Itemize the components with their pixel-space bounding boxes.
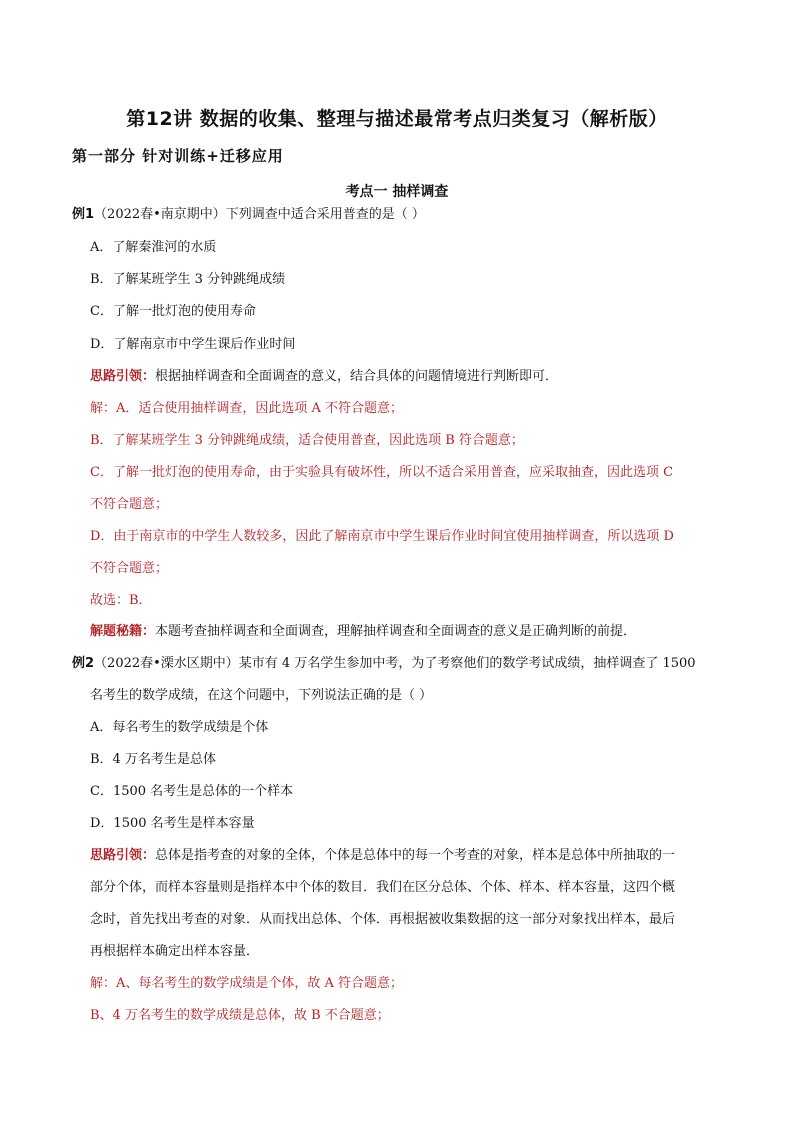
- example1-solution-line: 不符合题意；: [90, 497, 169, 512]
- example2-solution-line: B、4 万名考生的数学成绩是总体，故 B 不合题意；: [90, 1008, 390, 1023]
- example2-option-b: B．4 万名考生是总体: [90, 752, 216, 767]
- secret-label: 解题秘籍：: [90, 624, 156, 639]
- example1-answer: 故选：B．: [90, 593, 152, 608]
- example2-option-d: D．1500 名考生是样本容量: [90, 816, 255, 831]
- example1-solution-line: B．了解某班学生 3 分钟跳绳成绩，适合使用普查，因此选项 B 符合题意；: [90, 433, 524, 448]
- example2-stem-cont: 名考生的数学成绩，在这个问题中，下列说法正确的是（ ）: [90, 688, 433, 703]
- document-title: 第12讲 数据的收集、整理与描述最常考点归类复习（解析版）: [126, 108, 668, 130]
- example2-hint-line: 念时，首先找出考查的对象．从而找出总体、个体．再根据被收集数据的这一部分对象找出样本，最后: [90, 912, 676, 927]
- example1-option-b: B．了解某班学生 3 分钟跳绳成绩: [90, 272, 286, 287]
- example2-option-c: C．1500 名考生是总体的一个样本: [90, 784, 294, 799]
- example1-question: （2022春•南京期中）下列调查中适合采用普查的是（ ）: [94, 207, 425, 222]
- example2-option-a: A．每名考生的数学成绩是个体: [90, 720, 269, 735]
- example2-hint-line: 部分个体，而样本容量则是指样本中个体的数目．我们在区分总体、个体、样本、样本容量，这四个概: [90, 880, 676, 895]
- example2-stem: [72, 655, 696, 673]
- hint-text: 根据抽样调查和全面调查的意义，结合具体的问题情境进行判断即可．: [155, 369, 559, 384]
- hint-label: 思路引领：: [90, 848, 156, 863]
- example2-hint-line: 再根据样本确定出样本容量．: [90, 944, 260, 959]
- example1-solution-line: 不符合题意；: [90, 561, 169, 576]
- part-heading: 第一部分 针对训练+迁移应用: [72, 147, 284, 165]
- example1-solution-line: D．由于南京市的中学生人数较多，因此了解南京市中学生课后作业时间宜使用抽样调查，所以选项 D: [90, 529, 674, 544]
- example1-solution-line: C．了解一批灯泡的使用寿命，由于实验具有破坏性，所以不适合采用普查，应采取抽查，因此选项 C: [90, 465, 674, 480]
- example1-option-c: C．了解一批灯泡的使用寿命: [90, 304, 256, 319]
- example2-question: （2022春•溧水区期中）某市有 4 万名学生参加中考，为了考察他们的数学考试成绩，抽样调查了 1500: [94, 656, 696, 671]
- example1-stem: [72, 206, 425, 224]
- kaodian-heading: 考点一 抽样调查: [345, 184, 449, 200]
- secret-text: 本题考查抽样调查和全面调查，理解抽样调查和全面调查的意义是正确判断的前提．: [155, 624, 637, 639]
- example1-option-d: D．了解南京市中学生课后作业时间: [90, 337, 296, 352]
- example1-secret: [90, 623, 636, 641]
- example1-option-a: A．了解秦淮河的水质: [90, 240, 217, 255]
- example1-hint: [90, 368, 558, 386]
- hint-label: 思路引领：: [90, 369, 156, 384]
- example1-label: 例1: [72, 207, 95, 222]
- example2-hint: [90, 847, 675, 865]
- example1-solution-line: 解：A．适合使用抽样调查，因此选项 A 不符合题意；: [90, 401, 404, 416]
- example2-label: 例2: [72, 656, 95, 671]
- hint-text: 总体是指考查的对象的全体，个体是总体中的每一个考查的对象，样本是总体中所抽取的一: [155, 848, 676, 863]
- example2-solution-line: 解：A、每名考生的数学成绩是个体，故 A 符合题意；: [90, 976, 404, 991]
